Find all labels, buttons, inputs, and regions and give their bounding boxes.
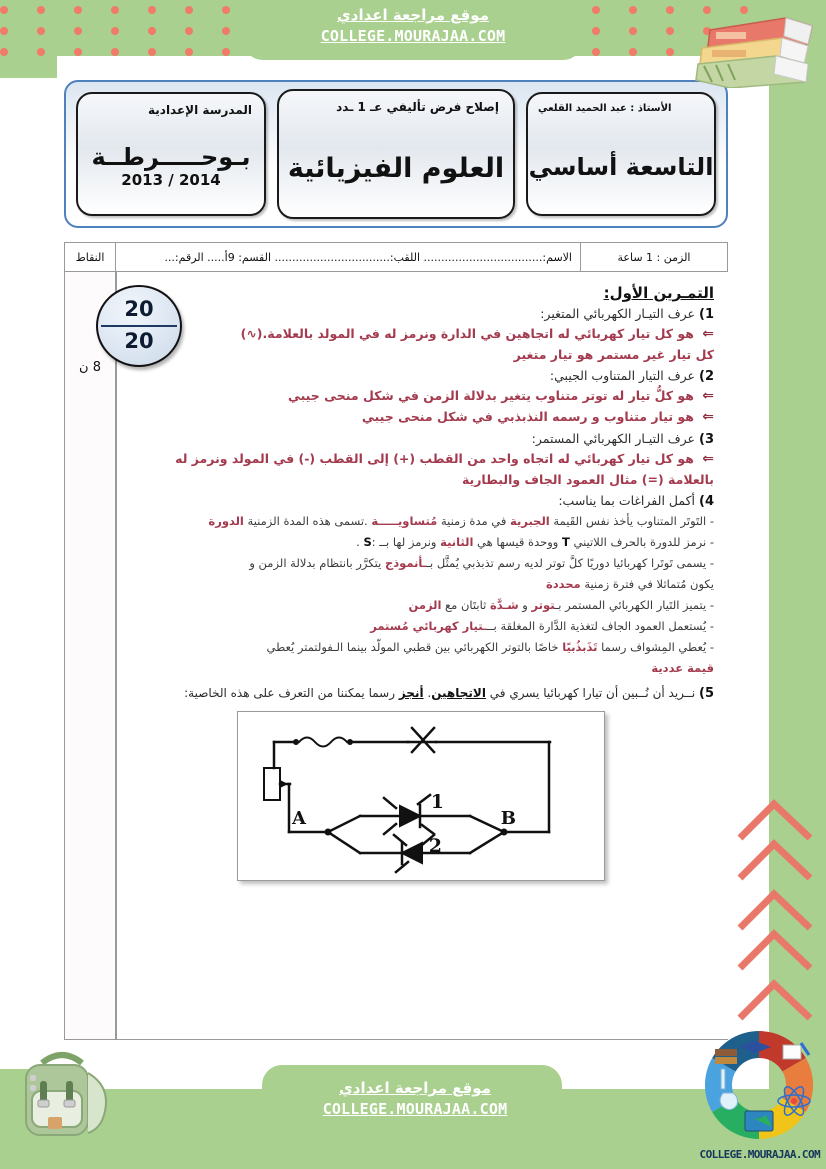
- question-1: [127, 305, 714, 323]
- decor-dot: [0, 27, 8, 35]
- fill-2-before: - نرمز للدورة بالحرف اللاتيني: [569, 535, 714, 549]
- grade-divider: [101, 325, 177, 327]
- decor-dot: [629, 48, 637, 56]
- question-2-text: عرف التيار المتناوب الجيبي:: [549, 368, 696, 383]
- fill-1-before: - التَوتَر المتناوب يأخذ نفس القَيمة: [549, 514, 714, 528]
- decor-dot: [111, 27, 119, 35]
- decor-dot: [111, 6, 119, 14]
- fill-blank-6: [127, 616, 714, 636]
- decor-dot: [37, 48, 45, 56]
- circuit-diagram-figure: [237, 711, 605, 881]
- fill-3-before: - يسمى تَوتَرا كهربائيا دوريًا كلَّ توتر لديه رسم تذبذبي يُمثَّل بـ: [426, 556, 714, 570]
- decor-dot: [148, 48, 156, 56]
- header-box-school: [76, 92, 266, 216]
- question-3: [127, 430, 714, 448]
- fill-2-after: ونرمز لها بــ :: [371, 535, 441, 549]
- backpack-icon: [8, 1045, 128, 1141]
- decor-dot: [185, 27, 193, 35]
- duration-cell: الزمن : 1 ساعة: [580, 242, 728, 272]
- identity-cell[interactable]: الاسم:.................................. اللقب:................................. القسم: 9أ..... الرقم:...: [116, 242, 580, 272]
- answer-3b-text: بالعلامة (=) مثال العمود الجاف والبطارية: [461, 472, 714, 487]
- grade-stamp: [96, 285, 182, 367]
- school-kind: المدرسة الإعدادية: [148, 103, 252, 117]
- fill-3-answer-1: ـأنموذج: [384, 556, 427, 570]
- header-box-teacher: [526, 92, 716, 216]
- decor-dot: [592, 6, 600, 14]
- exam-body: [116, 272, 728, 1040]
- chevron-decor-4: [736, 928, 814, 974]
- fill-7-answer-1: تَذَبذُبيًا: [562, 640, 598, 654]
- fill-2-symbol-S: S: [363, 535, 372, 549]
- decor-dot: [185, 48, 193, 56]
- answer-3a-text: هو كل تيار كهربائي له اتجاه واحد من القطب (+) إلى القطب (-) في المولد ونرمز له: [175, 451, 694, 466]
- arrow-icon: ⇐: [702, 409, 714, 425]
- answer-1b: [127, 345, 714, 364]
- arrow-icon: ⇐: [702, 451, 714, 467]
- question-4-text: أكمل الفراغات بما يناسب:: [558, 493, 696, 508]
- decor-dot: [37, 27, 45, 35]
- points-exercise1: 8 ن: [79, 360, 101, 375]
- decor-dot: [148, 27, 156, 35]
- fill-1-after: .تسمى هذه المدة الزمنية: [243, 514, 372, 528]
- fill-blank-5: [127, 595, 714, 615]
- fill-blank-2: [127, 532, 714, 552]
- answer-1b-text: كل تيار غير مستمر هو تيار متغير: [513, 347, 714, 362]
- question-5: [127, 684, 714, 703]
- question-5-before: نــريد أن نُــبين أن تيارا كهربائيا يسري في: [485, 686, 696, 700]
- decor-dot: [666, 27, 674, 35]
- arrow-icon: ⇐: [702, 326, 714, 342]
- decor-dot: [629, 6, 637, 14]
- decor-dot: [666, 48, 674, 56]
- fill-3-after: يتكرَّر بانتظام بدلالة الزمن و: [249, 556, 385, 570]
- circuit-led-2-label: 2: [428, 835, 442, 857]
- class-level: التاسعة أساسي: [528, 153, 714, 181]
- left-white-gutter: [0, 78, 12, 1069]
- fill-2-answer-1: الثانية: [440, 535, 474, 549]
- chevron-decor-5: [736, 978, 814, 1024]
- fill-5-answer-1: توتر: [531, 598, 555, 612]
- corner-site-url: COLLEGE.MOURAJAA.COM: [699, 1148, 820, 1161]
- question-4: [127, 492, 714, 510]
- fill-7-before: - يُعطي المِشواف رسما: [597, 640, 714, 654]
- student-info-row: [64, 242, 728, 272]
- header-box-subject: [277, 89, 515, 219]
- site-footer-arabic: موقع مراجعة اعدادي: [339, 1079, 491, 1097]
- fill-5-mid: و: [518, 598, 532, 612]
- decor-dot: [0, 48, 8, 56]
- decor-dot: [111, 48, 119, 56]
- question-1-text: عرف التيـار الكهربائي المتغير:: [540, 306, 696, 321]
- question-4-number: 4): [699, 494, 714, 509]
- fill-1-answer-1: الجبرية: [510, 514, 550, 528]
- grade-numerator: 20: [124, 297, 154, 321]
- fill-1-mid: في مدة زمنية: [437, 514, 511, 528]
- fill-4-before: يكون مُتماثلا في فترة زمنية: [580, 577, 714, 591]
- answer-3a: [127, 449, 714, 469]
- exercise1-title: التمـرين الأول:: [603, 284, 714, 302]
- fill-5-after: ثابتَان مع: [441, 598, 490, 612]
- subject-name: العلوم الفيزيائية: [287, 152, 505, 184]
- decor-dot: [74, 27, 82, 35]
- fill-2-tail: .: [356, 535, 364, 549]
- circuit-node-b-label: B: [500, 808, 516, 829]
- fill-5-answer-3: الزمن: [408, 598, 442, 612]
- decor-dot: [37, 6, 45, 14]
- fill-7-after: خاصًا بالتوتر الكهربائي بين قطبي المولّد بينما الـفولتمتر يُعطي: [266, 640, 563, 654]
- school-year: 2014 / 2013: [121, 171, 221, 189]
- answer-3b: [127, 470, 714, 489]
- answer-2a-text: هو كلُّ تيار له توتر متناوب يتغير بدلالة الزمن في شكل منحى جيبي: [287, 388, 694, 403]
- question-2: [127, 367, 714, 385]
- answer-2b: [127, 407, 714, 427]
- books-stack-icon: [690, 2, 822, 88]
- circuit-node-a-label: A: [291, 808, 306, 829]
- decor-dot: [592, 27, 600, 35]
- decor-dot: [666, 6, 674, 14]
- education-circle-logo: [692, 1027, 826, 1147]
- answer-2b-text: هو تيار متناوب و رسمه النذبذبي في شكل منحى جيبي: [361, 409, 694, 424]
- question-3-number: 3): [699, 432, 714, 447]
- question-5-after: رسما يمكننا من التعرف على هذه الخاصية:: [184, 686, 399, 700]
- fill-blank-4: [127, 574, 714, 594]
- points-column: [64, 272, 116, 1040]
- question-2-number: 2): [699, 369, 714, 384]
- arrow-icon: ⇐: [702, 388, 714, 404]
- answer-1a-text: هو كل تيار كهربائي له اتجاهين في الدارة ونرمز له في المولد بالعلامة.(∿): [240, 326, 694, 341]
- question-5-number: 5): [699, 686, 714, 701]
- site-header-banner: [243, 0, 583, 60]
- decor-dot: [222, 6, 230, 14]
- question-3-text: عرف التيـار الكهربائي المستمر:: [531, 431, 696, 446]
- site-header-arabic: موقع مراجعة اعدادي: [337, 6, 489, 24]
- points-header-cell: النقاط: [64, 242, 116, 272]
- exam-kind: إصلاح فرض تأليفي عـ 1 ـدد: [336, 100, 499, 114]
- decor-dot: [185, 6, 193, 14]
- site-footer-url: COLLEGE.MOURAJAA.COM: [322, 1100, 508, 1118]
- fill-blank-1: [127, 511, 714, 531]
- fill-6-answer-1: ـتيار كهربائي مُستمر: [370, 619, 487, 633]
- question-1-number: 1): [699, 307, 714, 322]
- circuit-diagram-svg: [240, 712, 604, 878]
- teacher-name: الأستاذ : عبد الحميد القلعي: [538, 103, 672, 114]
- fill-blank-8: [127, 658, 714, 678]
- decor-dot: [592, 48, 600, 56]
- fill-1-answer-2: مُتساويـــــة: [371, 514, 438, 528]
- fill-1-answer-3: الدورة: [208, 514, 244, 528]
- fill-2-symbol-T: T: [561, 535, 570, 549]
- chevron-decor-2: [736, 838, 814, 884]
- decor-dot: [74, 6, 82, 14]
- decor-dot: [222, 48, 230, 56]
- site-header-url: COLLEGE.MOURAJAA.COM: [320, 27, 506, 45]
- circuit-led-1-label: 1: [430, 791, 444, 813]
- top-green-notch: [0, 56, 57, 78]
- fill-2-mid: ووحدة قيسها هي: [473, 535, 562, 549]
- answer-2a: [127, 386, 714, 406]
- fill-6-before: - يُستعمل العمود الجاف لتغذية الدَّارة المغلقة بــ: [486, 619, 714, 633]
- question-5-underline-1: الاتجاهين: [431, 686, 486, 700]
- question-5-mid: .: [423, 686, 432, 700]
- fill-5-answer-2: شـدَّة: [489, 598, 519, 612]
- exam-header-band: [64, 80, 728, 228]
- decor-dot: [74, 48, 82, 56]
- fill-8-answer-1: قيمة عددية: [651, 661, 714, 675]
- fill-4-answer-1: محددة: [545, 577, 581, 591]
- decor-dot: [629, 27, 637, 35]
- fill-blank-3: [127, 553, 714, 573]
- question-5-underline-2: أنجز: [398, 686, 424, 700]
- answer-1a: [127, 324, 714, 344]
- decor-dot: [0, 6, 8, 14]
- fill-5-before: - يتميز التَيار الكهربائي المستمر بـ: [554, 598, 714, 612]
- school-name: بـوحـــــرطــة: [91, 143, 251, 171]
- grade-denominator: 20: [124, 329, 154, 353]
- decor-dot: [148, 6, 156, 14]
- decor-dot: [222, 27, 230, 35]
- fill-blank-7: [127, 637, 714, 657]
- site-footer-text: [250, 1077, 580, 1119]
